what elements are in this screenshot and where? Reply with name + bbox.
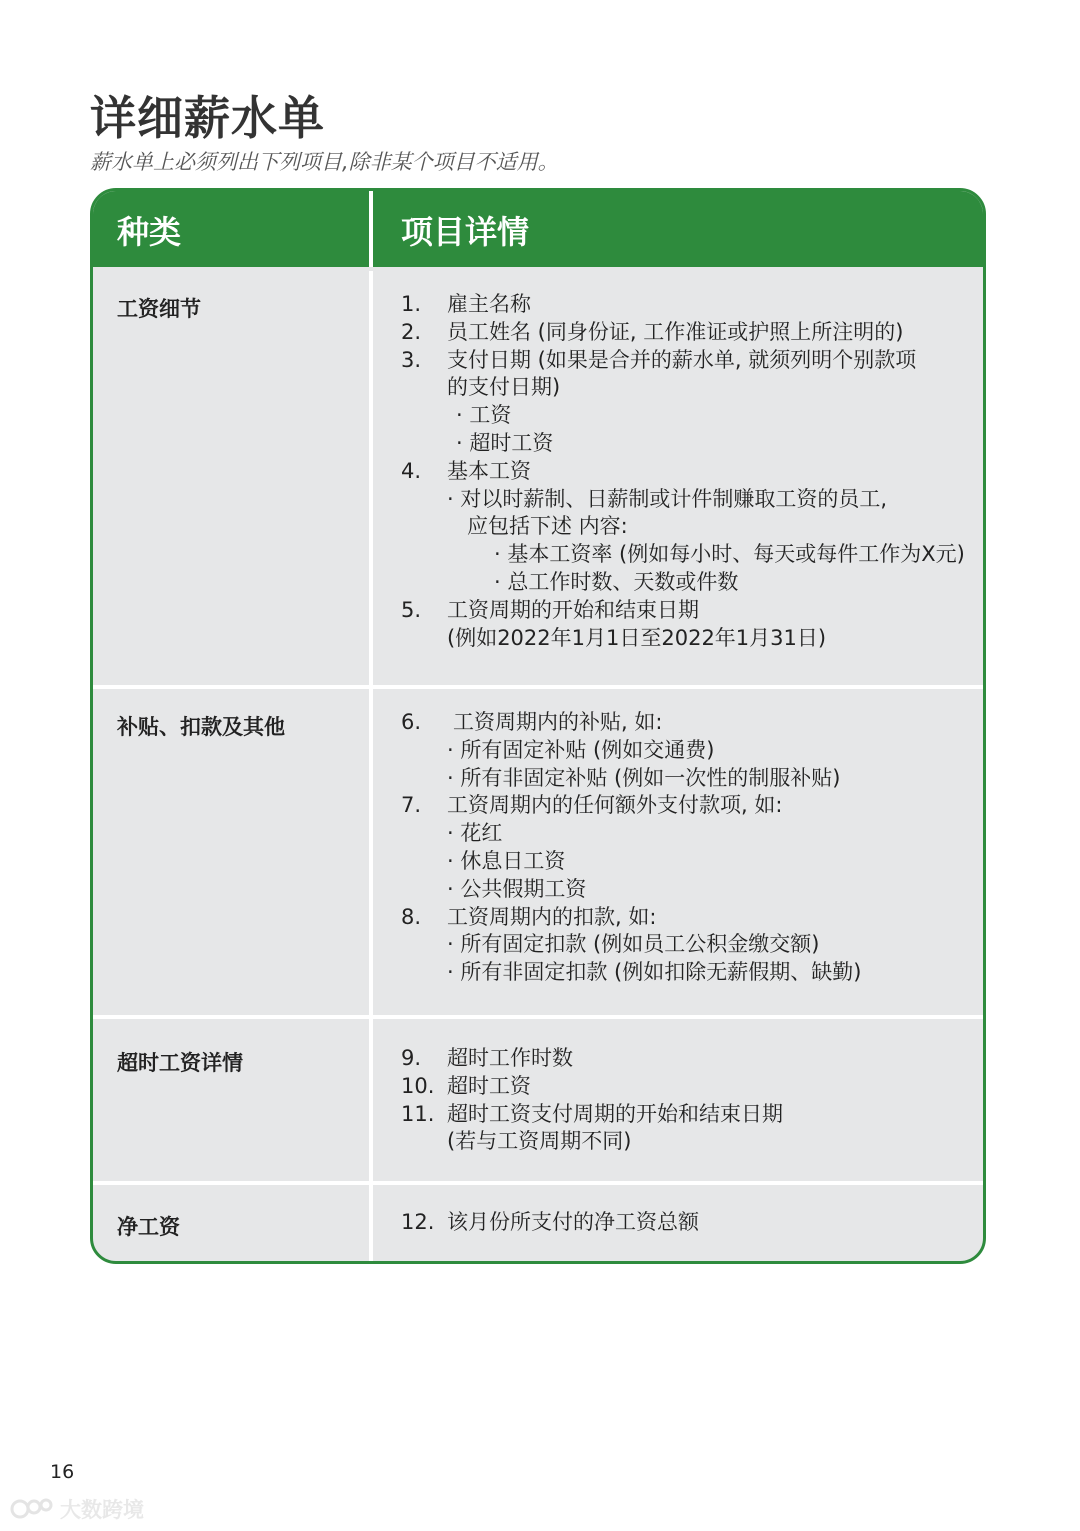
item-text: · 对以时薪制、日薪制或计件制赚取工资的员工, <box>447 486 888 511</box>
header-category: 种类 <box>117 213 182 251</box>
item-number: 10. <box>401 1073 435 1098</box>
row-category: 补贴、扣款及其他 <box>117 715 285 739</box>
item-text: · 所有非固定扣款 (例如扣除无薪假期、缺勤) <box>447 960 862 985</box>
table-row <box>93 1019 983 1181</box>
watermark-text: 大数跨境 <box>60 1498 144 1522</box>
item-text: · 超时工资 <box>456 430 554 455</box>
item-number: 11. <box>401 1101 435 1126</box>
watermark <box>10 1494 144 1524</box>
item-number: 12. <box>401 1210 435 1234</box>
item-text: · 所有固定扣款 (例如员工公积金缴交额) <box>447 932 820 957</box>
header-divider <box>369 191 373 267</box>
table-header <box>93 191 983 267</box>
row-category: 净工资 <box>117 1215 180 1239</box>
table-row <box>93 1185 983 1264</box>
item-text: 的支付日期) <box>447 375 561 400</box>
item-text: 超时工资支付周期的开始和结束日期 <box>447 1101 783 1126</box>
item-text: · 总工作时数、天数或件数 <box>494 569 739 594</box>
page-title: 详细薪水单 <box>90 91 325 145</box>
item-text: (若与工资周期不同) <box>447 1129 632 1154</box>
item-text: · 公共假期工资 <box>447 876 587 901</box>
item-text: (例如2022年1月1日至2022年1月31日) <box>447 625 827 650</box>
row-category: 超时工资详情 <box>117 1051 243 1075</box>
item-text: 雇主名称 <box>447 292 531 316</box>
row-category: 工资细节 <box>117 297 201 321</box>
item-text: 应包括下述 内容: <box>467 514 628 539</box>
item-text: · 所有固定补贴 (例如交通费) <box>447 737 715 762</box>
item-number: 5. <box>401 597 422 622</box>
item-text: 员工姓名 (同身份证, 工作准证或护照上所注明的) <box>447 319 904 344</box>
item-number: 1. <box>401 292 422 316</box>
watermark-logo-icon <box>10 1494 54 1524</box>
item-text: 工资周期内的补贴, 如: <box>453 710 663 734</box>
item-text: 超时工作时数 <box>447 1046 573 1070</box>
item-number: 7. <box>401 793 422 818</box>
payslip-items-table <box>90 188 986 1264</box>
item-number: 8. <box>401 904 422 929</box>
item-text: · 所有非固定补贴 (例如一次性的制服补贴) <box>447 765 841 790</box>
item-number: 2. <box>401 319 422 344</box>
page-number: 16 <box>50 1461 75 1483</box>
table-row <box>93 271 983 685</box>
item-number: 3. <box>401 347 422 372</box>
item-number: 6. <box>401 710 422 734</box>
item-text: 工资周期的开始和结束日期 <box>447 597 699 622</box>
item-number: 9. <box>401 1046 422 1070</box>
item-text: 工资周期内的任何额外支付款项, 如: <box>447 793 783 818</box>
item-text: · 基本工资率 (例如每小时、每天或每件工作为X元) <box>494 542 965 567</box>
item-text: 工资周期内的扣款, 如: <box>447 904 657 929</box>
item-text: 超时工资 <box>447 1073 531 1098</box>
item-text: · 花红 <box>447 821 503 846</box>
item-text: 支付日期 (如果是合并的薪水单, 就须列明个别款项 <box>447 347 917 372</box>
item-text: · 休息日工资 <box>447 848 566 873</box>
page-subtitle: 薪水单上必须列出下列项目,除非某个项目不适用。 <box>90 150 559 174</box>
table-row <box>93 689 983 1015</box>
item-text: 基本工资 <box>447 458 531 483</box>
item-text: 该月份所支付的净工资总额 <box>447 1210 699 1234</box>
item-number: 4. <box>401 458 422 483</box>
header-details: 项目详情 <box>401 213 530 251</box>
item-text: · 工资 <box>456 403 512 428</box>
